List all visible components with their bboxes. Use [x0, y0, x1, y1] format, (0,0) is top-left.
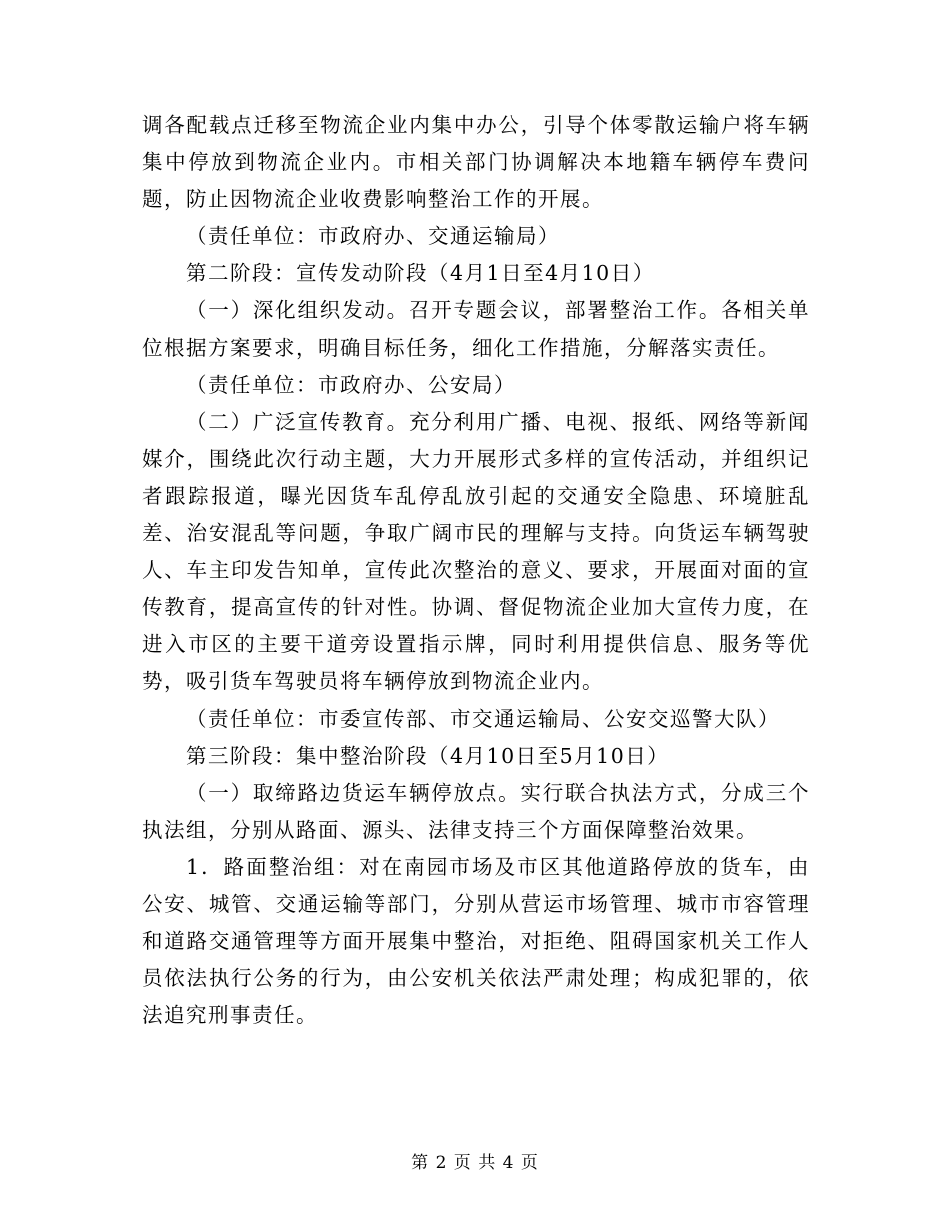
paragraph: 调各配载点迁移至物流企业内集中办公，引导个体零散运输户将车辆集中停放到物流企业内。市相关部门协调解决本地籍车辆停车费问题，防止因物流企业收费影响整治工作的开展。	[142, 113, 810, 212]
paragraph: （责任单位：市委宣传部、市交通运输局、公安交巡警大队）	[186, 706, 780, 731]
paragraph: （责任单位：市政府办、交通运输局）	[186, 224, 560, 249]
paragraph: （责任单位：市政府办、公安局）	[186, 372, 516, 397]
paragraph: （一）深化组织发动。召开专题会议，部署整治工作。各相关单位根据方案要求，明确目标任务，细化工作措施，分解落实责任。	[142, 298, 810, 360]
paragraph: 1．路面整治组：对在南园市场及市区其他道路停放的货车，由公安、城管、交通运输等部门，分别从营运市场管理、城市市容管理和道路交通管理等方面开展集中整治，对拒绝、阻碍国家机关工作人员依法执行公务的行为，由公安机关依法严肃处理；构成犯罪的，依法追究刑事责任。	[142, 854, 810, 1028]
paragraph: 第三阶段：集中整治阶段（4月10日至5月10日）	[186, 743, 670, 768]
page-number-footer: 第 2 页 共 4 页	[411, 1153, 539, 1173]
paragraph: （一）取缔路边货运车辆停放点。实行联合执法方式，分成三个执法组，分别从路面、源头、法律支持三个方面保障整治效果。	[142, 780, 810, 842]
paragraph: （二）广泛宣传教育。充分利用广播、电视、报纸、网络等新闻媒介，围绕此次行动主题，大力开展形式多样的宣传活动，并组织记者跟踪报道，曝光因货车乱停乱放引起的交通安全隐患、环境脏乱差、治安混乱等问题，争取广阔市民的理解与支持。向货运车辆驾驶人、车主印发告知单，宣传此次整治的意义、要求，开展面对面的宣传教育，提高宣传的针对性。协调、督促物流企业加大宣传力度，在进入市区的主要干道旁设置指示牌，同时利用提供信息、服务等优势，吸引货车驾驶员将车辆停放到物流企业内。	[142, 409, 810, 694]
paragraph: 第二阶段：宣传发动阶段（4月1日至4月10日）	[186, 261, 655, 286]
document-body	[142, 107, 810, 1034]
